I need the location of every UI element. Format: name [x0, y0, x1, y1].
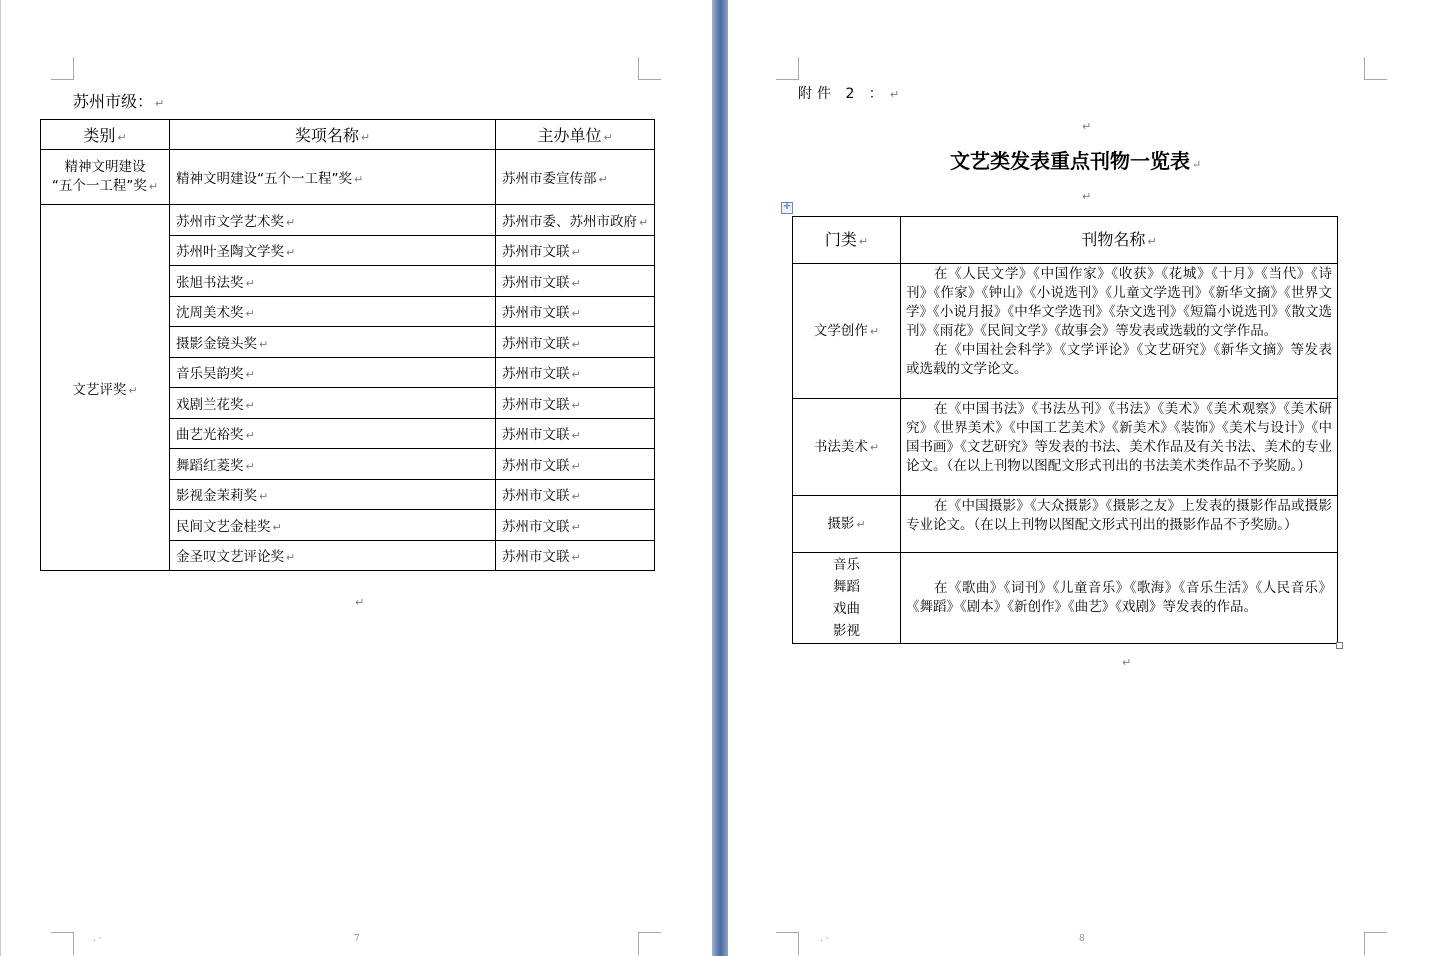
- margin-corner-top-right: [1364, 57, 1387, 80]
- journal-cell[interactable]: 在《歌曲》《词刊》《儿童音乐》《歌海》《音乐生活》《人民音乐》《舞蹈》《剧本》《新创作》《曲艺》《戏剧》等发表的作品。: [901, 553, 1338, 644]
- organizer-cell[interactable]: 苏州市文联 ↵: [496, 296, 655, 327]
- document-page-7: [0, 0, 712, 956]
- award-cell[interactable]: 音乐吴韵奖 ↵: [170, 357, 496, 388]
- award-cell[interactable]: 苏州市文学艺术奖 ↵: [170, 205, 496, 236]
- award-table[interactable]: [40, 119, 655, 571]
- category-cell[interactable]: 文学创作 ↵: [793, 264, 901, 399]
- margin-corner-bottom-right: [638, 932, 661, 955]
- award-cell[interactable]: 金圣叹文艺评论奖 ↵: [170, 540, 496, 571]
- organizer-cell[interactable]: 苏州市文联 ↵: [496, 235, 655, 266]
- award-cell[interactable]: 苏州叶圣陶文学奖 ↵: [170, 235, 496, 266]
- attachment-label[interactable]: 附件 2 ： ↵: [798, 86, 900, 102]
- page-number: 8: [1079, 934, 1085, 944]
- document-page-8: [728, 0, 1439, 956]
- header-category[interactable]: 类别 ↵: [41, 120, 170, 150]
- table-move-handle-icon[interactable]: ✛: [781, 202, 793, 214]
- journal-cell[interactable]: 在《人民文学》《中国作家》《收获》《花城》《十月》《当代》《诗刊》《作家》《钟山》《小说选刊》《儿童文学选刊》《新华文摘》《世界文学》《小说月报》《中华文学选刊》《杂文选刊》《短篇小说选刊》《散文选刊》《雨花》《民间文学》《故事会》等发表或选载的文学作品。 在《中国社会科学》《文学评论》《文艺研究》《新华文摘》等发表或选载的文学论文。: [901, 264, 1338, 399]
- organizer-cell[interactable]: 苏州市文联 ↵: [496, 479, 655, 510]
- category-cell[interactable]: 摄影 ↵: [793, 496, 901, 553]
- table-resize-handle-icon[interactable]: [1336, 642, 1343, 649]
- paragraph-mark-icon: ↵: [155, 97, 165, 110]
- award-cell[interactable]: 沈周美术奖 ↵: [170, 296, 496, 327]
- header-journal-names[interactable]: 刊物名称 ↵: [901, 217, 1338, 264]
- organizer-cell[interactable]: 苏州市文联 ↵: [496, 540, 655, 571]
- award-cell[interactable]: 舞蹈红菱奖 ↵: [170, 449, 496, 480]
- journal-table[interactable]: [792, 216, 1338, 644]
- journal-cell[interactable]: 在《中国摄影》《大众摄影》《摄影之友》上发表的摄影作品或摄影专业论文。（在以上刊物以图配文形式刊出的摄影作品不予奖励。）: [901, 496, 1338, 553]
- table-row: [793, 553, 1338, 644]
- award-cell[interactable]: 张旭书法奖 ↵: [170, 266, 496, 297]
- table-row: [41, 150, 655, 205]
- margin-corner-bottom-left: [51, 932, 74, 955]
- table-row: [793, 264, 1338, 399]
- table-row: [793, 496, 1338, 553]
- margin-corner-bottom-left: [776, 932, 799, 955]
- table-row: [793, 399, 1338, 496]
- organizer-cell[interactable]: 苏州市文联 ↵: [496, 357, 655, 388]
- organizer-cell[interactable]: 苏州市文联 ↵: [496, 266, 655, 297]
- organizer-cell[interactable]: 苏州市文联 ↵: [496, 418, 655, 449]
- document-title[interactable]: 文艺类发表重点刊物一览表 ↵: [950, 149, 1202, 173]
- table-row: [41, 205, 655, 236]
- header-organizer[interactable]: 主办单位 ↵: [496, 120, 655, 150]
- paragraph-mark-icon: ↵: [1082, 120, 1092, 133]
- category-cell[interactable]: 音乐 舞蹈 戏曲 影视: [793, 553, 901, 644]
- header-award-name[interactable]: 奖项名称 ↵: [170, 120, 496, 150]
- table-header-row: [41, 120, 655, 150]
- organizer-cell[interactable]: 苏州市文联 ↵: [496, 510, 655, 541]
- footer-mark: . ·: [93, 934, 102, 944]
- table-header-row: [793, 217, 1338, 264]
- award-cell[interactable]: 精神文明建设“五个一工程”奖 ↵: [170, 150, 496, 205]
- paragraph-mark-icon: ↵: [1122, 656, 1132, 669]
- page-number: 7: [354, 934, 360, 944]
- organizer-cell[interactable]: 苏州市文联 ↵: [496, 327, 655, 358]
- award-cell[interactable]: 民间文艺金桂奖 ↵: [170, 510, 496, 541]
- journal-cell[interactable]: 在《中国书法》《书法丛刊》《书法》《美术》《美术观察》《美术研究》《世界美术》《中国工艺美术》《新美术》《装饰》《美术与设计》《中国书画》《文艺研究》等发表的书法、美术作品及有关书法、美术的专业论文。（在以上刊物以图配文形式刊出的书法美术类作品不予奖励。）: [901, 399, 1338, 496]
- category-cell[interactable]: 精神文明建设 “五个一工程”奖 ↵: [41, 150, 170, 205]
- category-cell[interactable]: 书法美术 ↵: [793, 399, 901, 496]
- margin-corner-top-left: [51, 57, 74, 80]
- organizer-cell[interactable]: 苏州市文联 ↵: [496, 449, 655, 480]
- margin-corner-top-right: [638, 57, 661, 80]
- header-category[interactable]: 门类 ↵: [793, 217, 901, 264]
- heading-text: 苏州市级：: [73, 92, 154, 111]
- paragraph-mark-icon: ↵: [355, 596, 365, 609]
- organizer-cell[interactable]: 苏州市委、苏州市政府 ↵: [496, 205, 655, 236]
- page-gutter: [712, 0, 728, 956]
- margin-corner-bottom-right: [1364, 932, 1387, 955]
- award-cell[interactable]: 影视金茉莉奖 ↵: [170, 479, 496, 510]
- organizer-cell[interactable]: 苏州市委宣传部 ↵: [496, 150, 655, 205]
- group-category-cell[interactable]: 文艺评奖 ↵: [41, 205, 170, 571]
- award-cell[interactable]: 戏剧兰花奖 ↵: [170, 388, 496, 419]
- award-cell[interactable]: 摄影金镜头奖 ↵: [170, 327, 496, 358]
- suzhou-level-heading[interactable]: [73, 89, 164, 112]
- paragraph-mark-icon: ↵: [1082, 190, 1092, 203]
- organizer-cell[interactable]: 苏州市文联 ↵: [496, 388, 655, 419]
- footer-mark: . ·: [820, 934, 829, 944]
- award-cell[interactable]: 曲艺光裕奖 ↵: [170, 418, 496, 449]
- margin-corner-top-left: [776, 57, 799, 80]
